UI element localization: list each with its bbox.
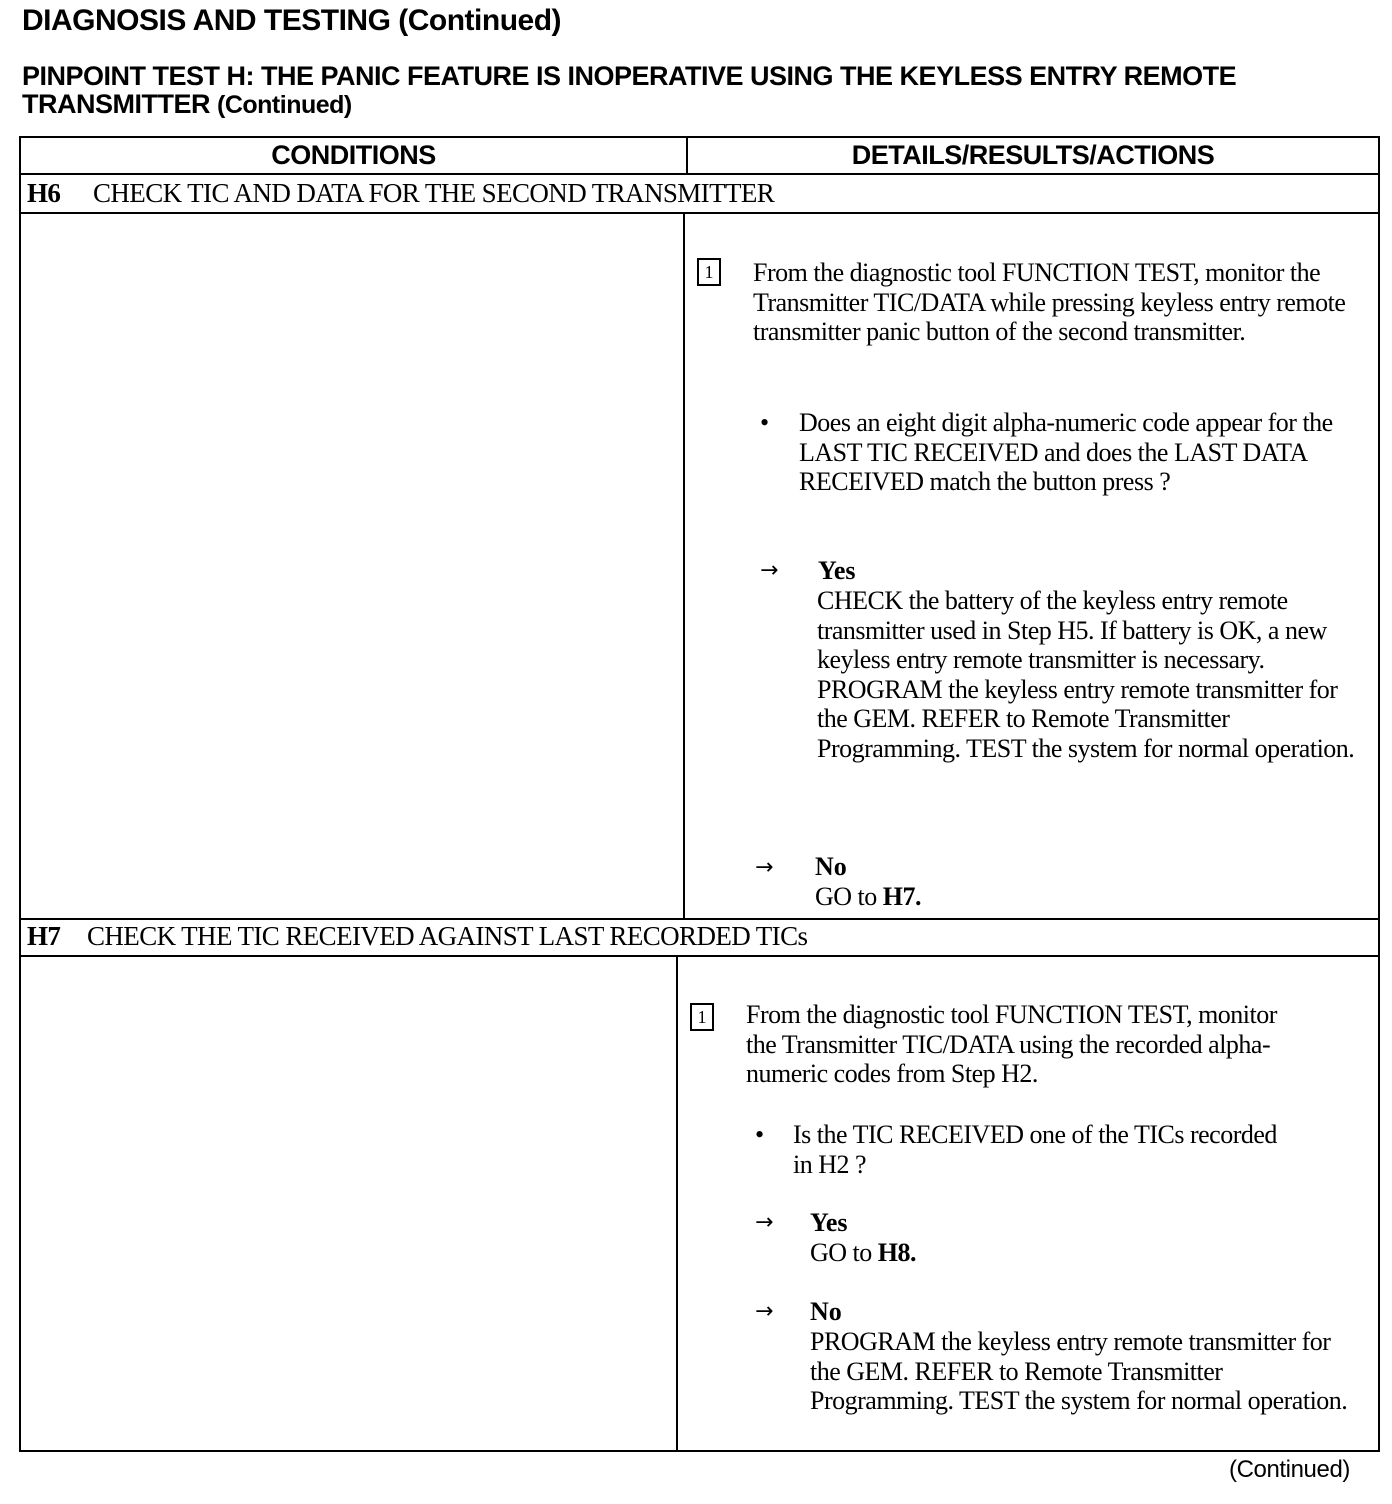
column-divider-h6 xyxy=(683,212,685,920)
column-header-conditions: CONDITIONS xyxy=(271,140,436,170)
step-h7-id: H7 xyxy=(27,921,61,951)
step-h6-title: CHECK TIC AND DATA FOR THE SECOND TRANSMITTER xyxy=(93,178,775,208)
step-h7-header xyxy=(27,921,807,952)
step-h7-no-arrow-icon: → xyxy=(755,1299,774,1324)
step-h6-no-text-prefix: GO to xyxy=(815,882,877,911)
test-title xyxy=(22,62,1362,119)
step-h7-top-divider xyxy=(19,918,1380,920)
test-title-text: PINPOINT TEST H: THE PANIC FEATURE IS INOPERATIVE USING THE KEYLESS ENTRY REMOTE TRANSMITTER xyxy=(22,61,1237,119)
step-h6-no-text-ref: H7. xyxy=(882,882,922,911)
step-h6-yes-arrow-icon: → xyxy=(760,558,779,583)
step-h6-bullet-icon: • xyxy=(760,408,770,437)
step-h6-yes-text: CHECK the battery of the keyless entry remote transmitter used in Step H5. If battery is OK, a new keyless entry remote transmitter is necessary. PROGRAM the keyless entry remote transmitter for the GEM. REFER to Remote Transmitter Programming. TEST the system for normal operation. xyxy=(817,586,1355,763)
step-h6-action-text: From the diagnostic tool FUNCTION TEST, monitor the Transmitter TIC/DATA while pressing keyless entry remote transmitter panic button of the second transmitter. xyxy=(753,258,1346,346)
table-border-bottom xyxy=(19,1450,1380,1452)
table-border-left xyxy=(19,136,21,1452)
step-h7-bullet-icon: • xyxy=(755,1120,765,1149)
step-h7-yes-text-prefix: GO to xyxy=(810,1238,872,1267)
step-h6-no-label: No xyxy=(815,852,847,881)
column-header-details: DETAILS/RESULTS/ACTIONS xyxy=(851,140,1215,170)
step-h6-action-number: 1 xyxy=(697,258,721,286)
step-h7-no-text: PROGRAM the keyless entry remote transmitter for the GEM. REFER to Remote Transmitter Programming. TEST the system for normal operation. xyxy=(810,1327,1348,1415)
step-h7-yes-text xyxy=(810,1238,1350,1268)
step-h6-no-text xyxy=(815,882,1355,912)
step-h6-id: H6 xyxy=(27,178,61,208)
step-h6-yes-label: Yes xyxy=(818,556,856,585)
step-h7-action-number: 1 xyxy=(690,1003,714,1031)
table-border-right xyxy=(1378,136,1380,1452)
step-h7-divider xyxy=(19,955,1380,957)
step-h6-question: Does an eight digit alpha-numeric code appear for the LAST TIC RECEIVED and does the LAST DATA RECEIVED match the button press ? xyxy=(799,408,1333,496)
step-h7-action-text: From the diagnostic tool FUNCTION TEST, monitor the Transmitter TIC/DATA using the recorded alpha-numeric codes from Step H2. xyxy=(746,1000,1277,1088)
step-h6-header xyxy=(27,178,774,209)
page-title: DIAGNOSIS AND TESTING (Continued) xyxy=(22,4,562,37)
test-title-continued: (Continued) xyxy=(217,91,352,119)
page-footer-continued: (Continued) xyxy=(1228,1456,1350,1483)
step-h6-no-arrow-icon: → xyxy=(755,855,774,880)
step-h7-yes-label: Yes xyxy=(810,1208,848,1237)
step-h7-question: Is the TIC RECEIVED one of the TICs recorded in H2 ? xyxy=(793,1120,1277,1179)
header-divider xyxy=(19,173,1380,175)
step-h6-divider xyxy=(19,212,1380,214)
step-h7-no-label: No xyxy=(810,1297,842,1326)
step-h7-title: CHECK THE TIC RECEIVED AGAINST LAST RECORDED TICs xyxy=(87,921,808,951)
step-h7-yes-text-ref: H8. xyxy=(877,1238,917,1267)
step-h7-yes-arrow-icon: → xyxy=(755,1210,774,1235)
column-divider-h7 xyxy=(676,955,678,1452)
